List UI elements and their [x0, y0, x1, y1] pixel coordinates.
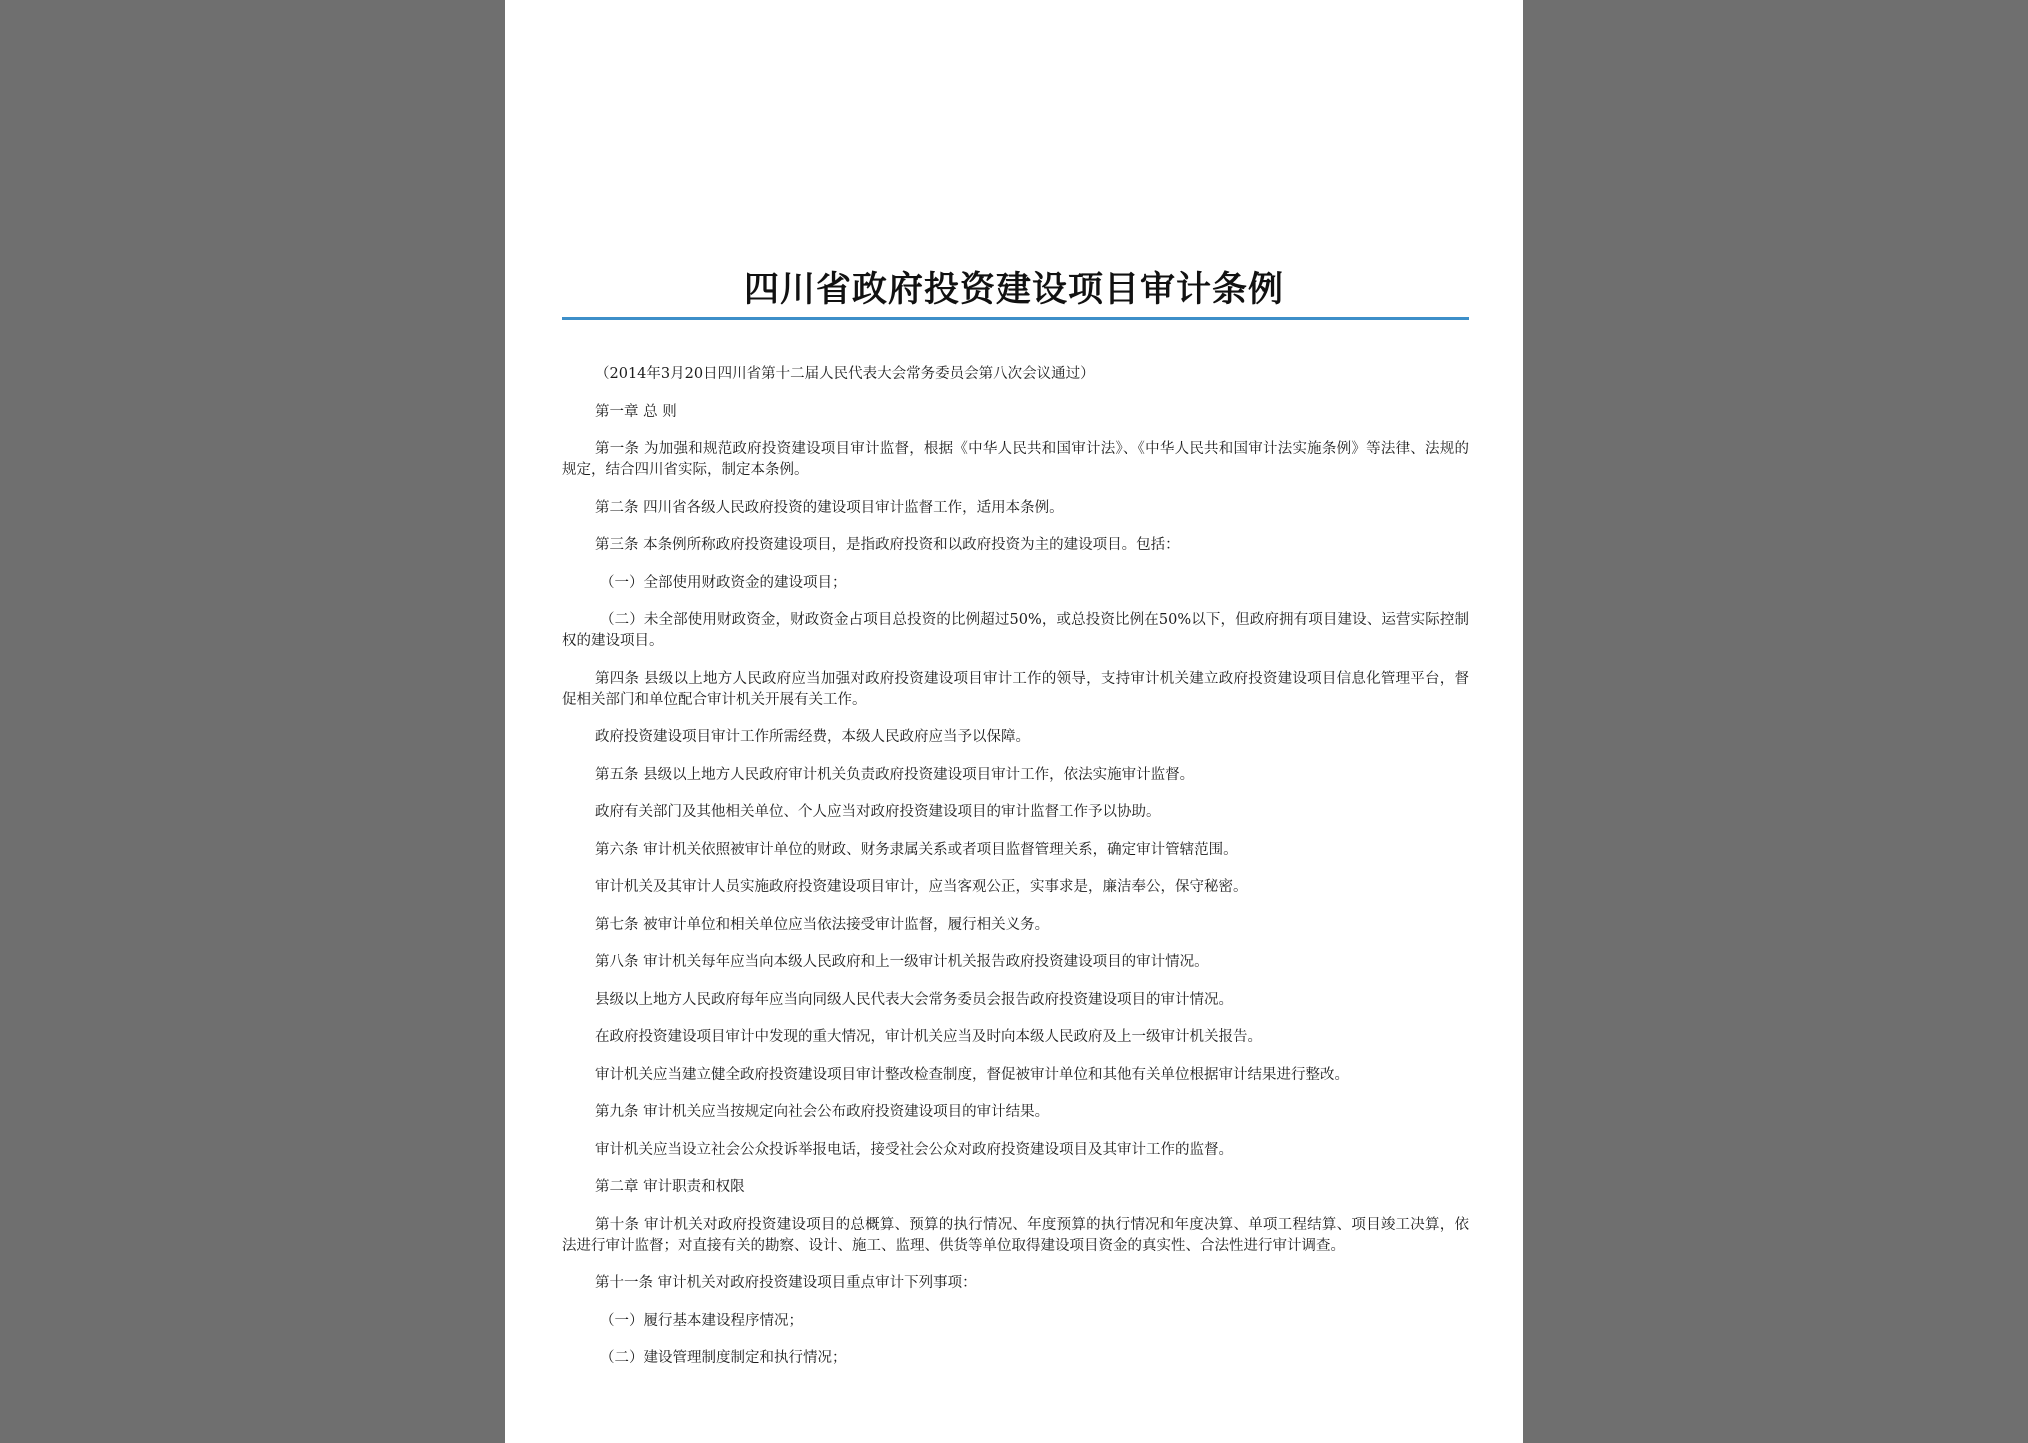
chapter-heading: 第一章 总 则	[595, 403, 677, 420]
article-paragraph: 第二条 四川省各级人民政府投资的建设项目审计监督工作，适用本条例。	[595, 499, 1064, 516]
chapter-heading: 第二章 审计职责和权限	[595, 1179, 745, 1195]
article-paragraph: 第六条 审计机关依照被审计单位的财政、财务隶属关系或者项目监督管理关系，确定审计管辖范围。	[595, 841, 1238, 858]
article-paragraph: 在政府投资建设项目审计中发现的重大情况，审计机关应当及时向本级人民政府及上一级审计机关报告。	[595, 1029, 1262, 1045]
title-divider	[562, 317, 1469, 320]
article-paragraph: 审计机关应当设立社会公众投诉举报电话，接受社会公众对政府投资建设项目及其审计工作的监督。	[595, 1141, 1233, 1158]
article-paragraph: 第七条 被审计单位和相关单位应当依法接受审计监督，履行相关义务。	[595, 916, 1050, 933]
article-paragraph: 第四条 县级以上地方人民政府应当加强对政府投资建设项目审计工作的领导，支持审计机关建立政府投资建设项目信息化管理平台，督促相关部门和单位配合审计机关开展有关工作。	[562, 670, 1469, 708]
list-item: （一）全部使用财政资金的建设项目；	[600, 574, 847, 591]
list-item: （一）履行基本建设程序情况；	[600, 1312, 803, 1329]
article-paragraph: 第八条 审计机关每年应当向本级人民政府和上一级审计机关报告政府投资建设项目的审计情况。	[595, 954, 1209, 970]
list-item: （二）建设管理制度制定和执行情况；	[600, 1350, 847, 1366]
list-item: （二）未全部使用财政资金，财政资金占项目总投资的比例超过50%，或总投资比例在50%以下，但政府拥有项目建设、运营实际控制权的建设项目。	[562, 612, 1469, 649]
document-title: 四川省政府投资建设项目审计条例	[743, 270, 1284, 310]
article-paragraph: 审计机关及其审计人员实施政府投资建设项目审计，应当客观公正，实事求是，廉洁奉公，保守秘密。	[595, 879, 1248, 895]
adoption-note: （2014年3月20日四川省第十二届人民代表大会常务委员会第八次会议通过）	[595, 366, 1095, 382]
article-paragraph: 第一条 为加强和规范政府投资建设项目审计监督，根据《中华人民共和国审计法》、《中华人民共和国审计法实施条例》等法律、法规的规定，结合四川省实际，制定本条例。	[562, 441, 1469, 478]
document-body	[562, 364, 1469, 1386]
document-page	[505, 0, 1523, 1443]
article-paragraph: 政府投资建设项目审计工作所需经费，本级人民政府应当予以保障。	[595, 729, 1030, 745]
article-paragraph: 第三条 本条例所称政府投资建设项目，是指政府投资和以政府投资为主的建设项目。包括：	[595, 537, 1180, 553]
article-paragraph: 第九条 审计机关应当按规定向社会公布政府投资建设项目的审计结果。	[595, 1104, 1050, 1120]
article-paragraph: 第五条 县级以上地方人民政府审计机关负责政府投资建设项目审计工作，依法实施审计监督。	[595, 766, 1195, 783]
article-paragraph: 县级以上地方人民政府每年应当向同级人民代表大会常务委员会报告政府投资建设项目的审计情况。	[595, 991, 1233, 1008]
article-paragraph: 政府有关部门及其他相关单位、个人应当对政府投资建设项目的审计监督工作予以协助。	[595, 804, 1161, 820]
article-paragraph: 第十条 审计机关对政府投资建设项目的总概算、预算的执行情况、年度预算的执行情况和年度决算、单项工程结算、项目竣工决算，依法进行审计监督；对直接有关的勘察、设计、施工、监理、供货等单位取得建设项目资金的真实性、合法性进行审计调查。	[562, 1216, 1469, 1254]
article-paragraph: 审计机关应当建立健全政府投资建设项目审计整改检查制度，督促被审计单位和其他有关单位根据审计结果进行整改。	[595, 1066, 1349, 1083]
article-paragraph: 第十一条 审计机关对政府投资建设项目重点审计下列事项：	[595, 1275, 977, 1291]
